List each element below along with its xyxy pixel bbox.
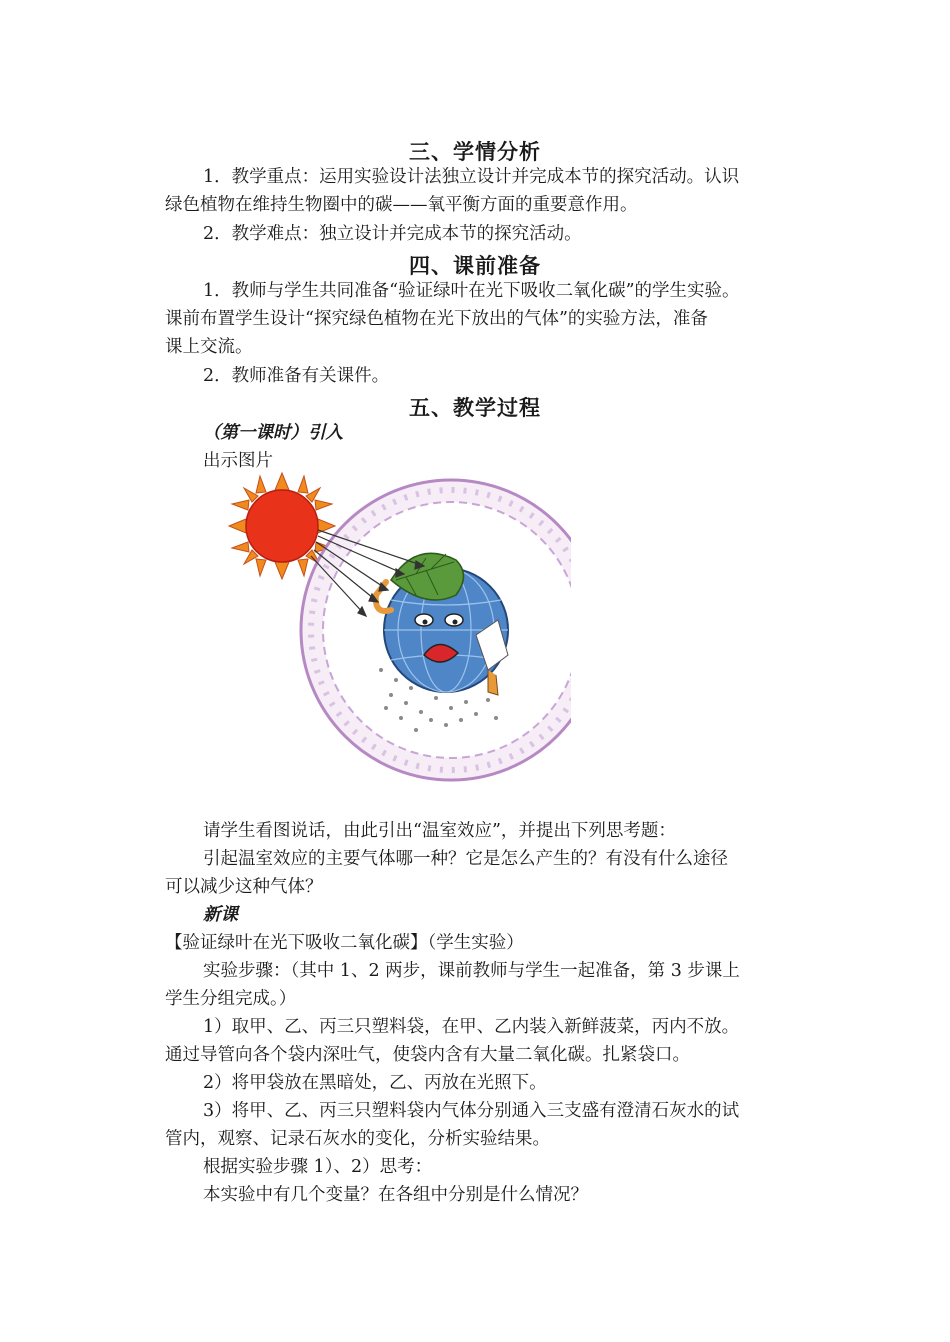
paragraph: 本实验中有几个变量？在各组中分别是什么情况？ bbox=[203, 1185, 588, 1205]
subheading-new-lesson: 新课 bbox=[203, 905, 238, 925]
paragraph: 实验步骤：（其中 1、2 两步，课前教师与学生一起准备，第 3 步课上 bbox=[203, 961, 740, 981]
paragraph: 可以减少这种气体？ bbox=[165, 877, 323, 897]
paragraph: 请学生看图说话，由此引出“温室效应”，并提出下列思考题： bbox=[203, 821, 676, 841]
section-heading-3: 三、学情分析 bbox=[409, 140, 541, 164]
paragraph: 2．教学难点：独立设计并完成本节的探究活动。 bbox=[203, 224, 582, 244]
paragraph: 1．教师与学生共同准备“验证绿叶在光下吸收二氧化碳”的学生实验。 bbox=[203, 281, 740, 301]
paragraph: 出示图片 bbox=[203, 451, 273, 471]
paragraph: 1．教学重点：运用实验设计法独立设计并完成本节的探究活动。认识 bbox=[203, 167, 740, 187]
section-heading-5: 五、教学过程 bbox=[409, 396, 541, 420]
paragraph: 课前布置学生设计“探究绿色植物在光下放出的气体”的实验方法，准备 bbox=[165, 309, 708, 329]
paragraph: 引起温室效应的主要气体哪一种？它是怎么产生的？有没有什么途径 bbox=[203, 849, 728, 869]
paragraph: 3）将甲、乙、丙三只塑料袋内气体分别通入三支盛有澄清石灰水的试 bbox=[203, 1101, 740, 1121]
paragraph: 1）取甲、乙、丙三只塑料袋，在甲、乙内装入新鲜菠菜，丙内不放。 bbox=[203, 1017, 740, 1037]
lesson-label: （第一课时）引入 bbox=[203, 423, 343, 443]
greenhouse-effect-illustration bbox=[226, 470, 571, 790]
paragraph: 通过导管向各个袋内深吐气，使袋内含有大量二氧化碳。扎紧袋口。 bbox=[165, 1045, 690, 1065]
paragraph: 2．教师准备有关课件。 bbox=[203, 366, 390, 386]
paragraph: 课上交流。 bbox=[165, 337, 253, 357]
paragraph: 学生分组完成。） bbox=[165, 989, 297, 1009]
paragraph: 根据实验步骤 1）、2）思考： bbox=[203, 1157, 433, 1177]
paragraph: 管内，观察、记录石灰水的变化，分析实验结果。 bbox=[165, 1129, 550, 1149]
paragraph: 2）将甲袋放在黑暗处，乙、丙放在光照下。 bbox=[203, 1073, 547, 1093]
section-heading-4: 四、课前准备 bbox=[409, 254, 541, 278]
experiment-title: 【验证绿叶在光下吸收二氧化碳】（学生实验） bbox=[165, 933, 524, 953]
paragraph: 绿色植物在维持生物圈中的碳——氧平衡方面的重要意作用。 bbox=[165, 195, 638, 215]
